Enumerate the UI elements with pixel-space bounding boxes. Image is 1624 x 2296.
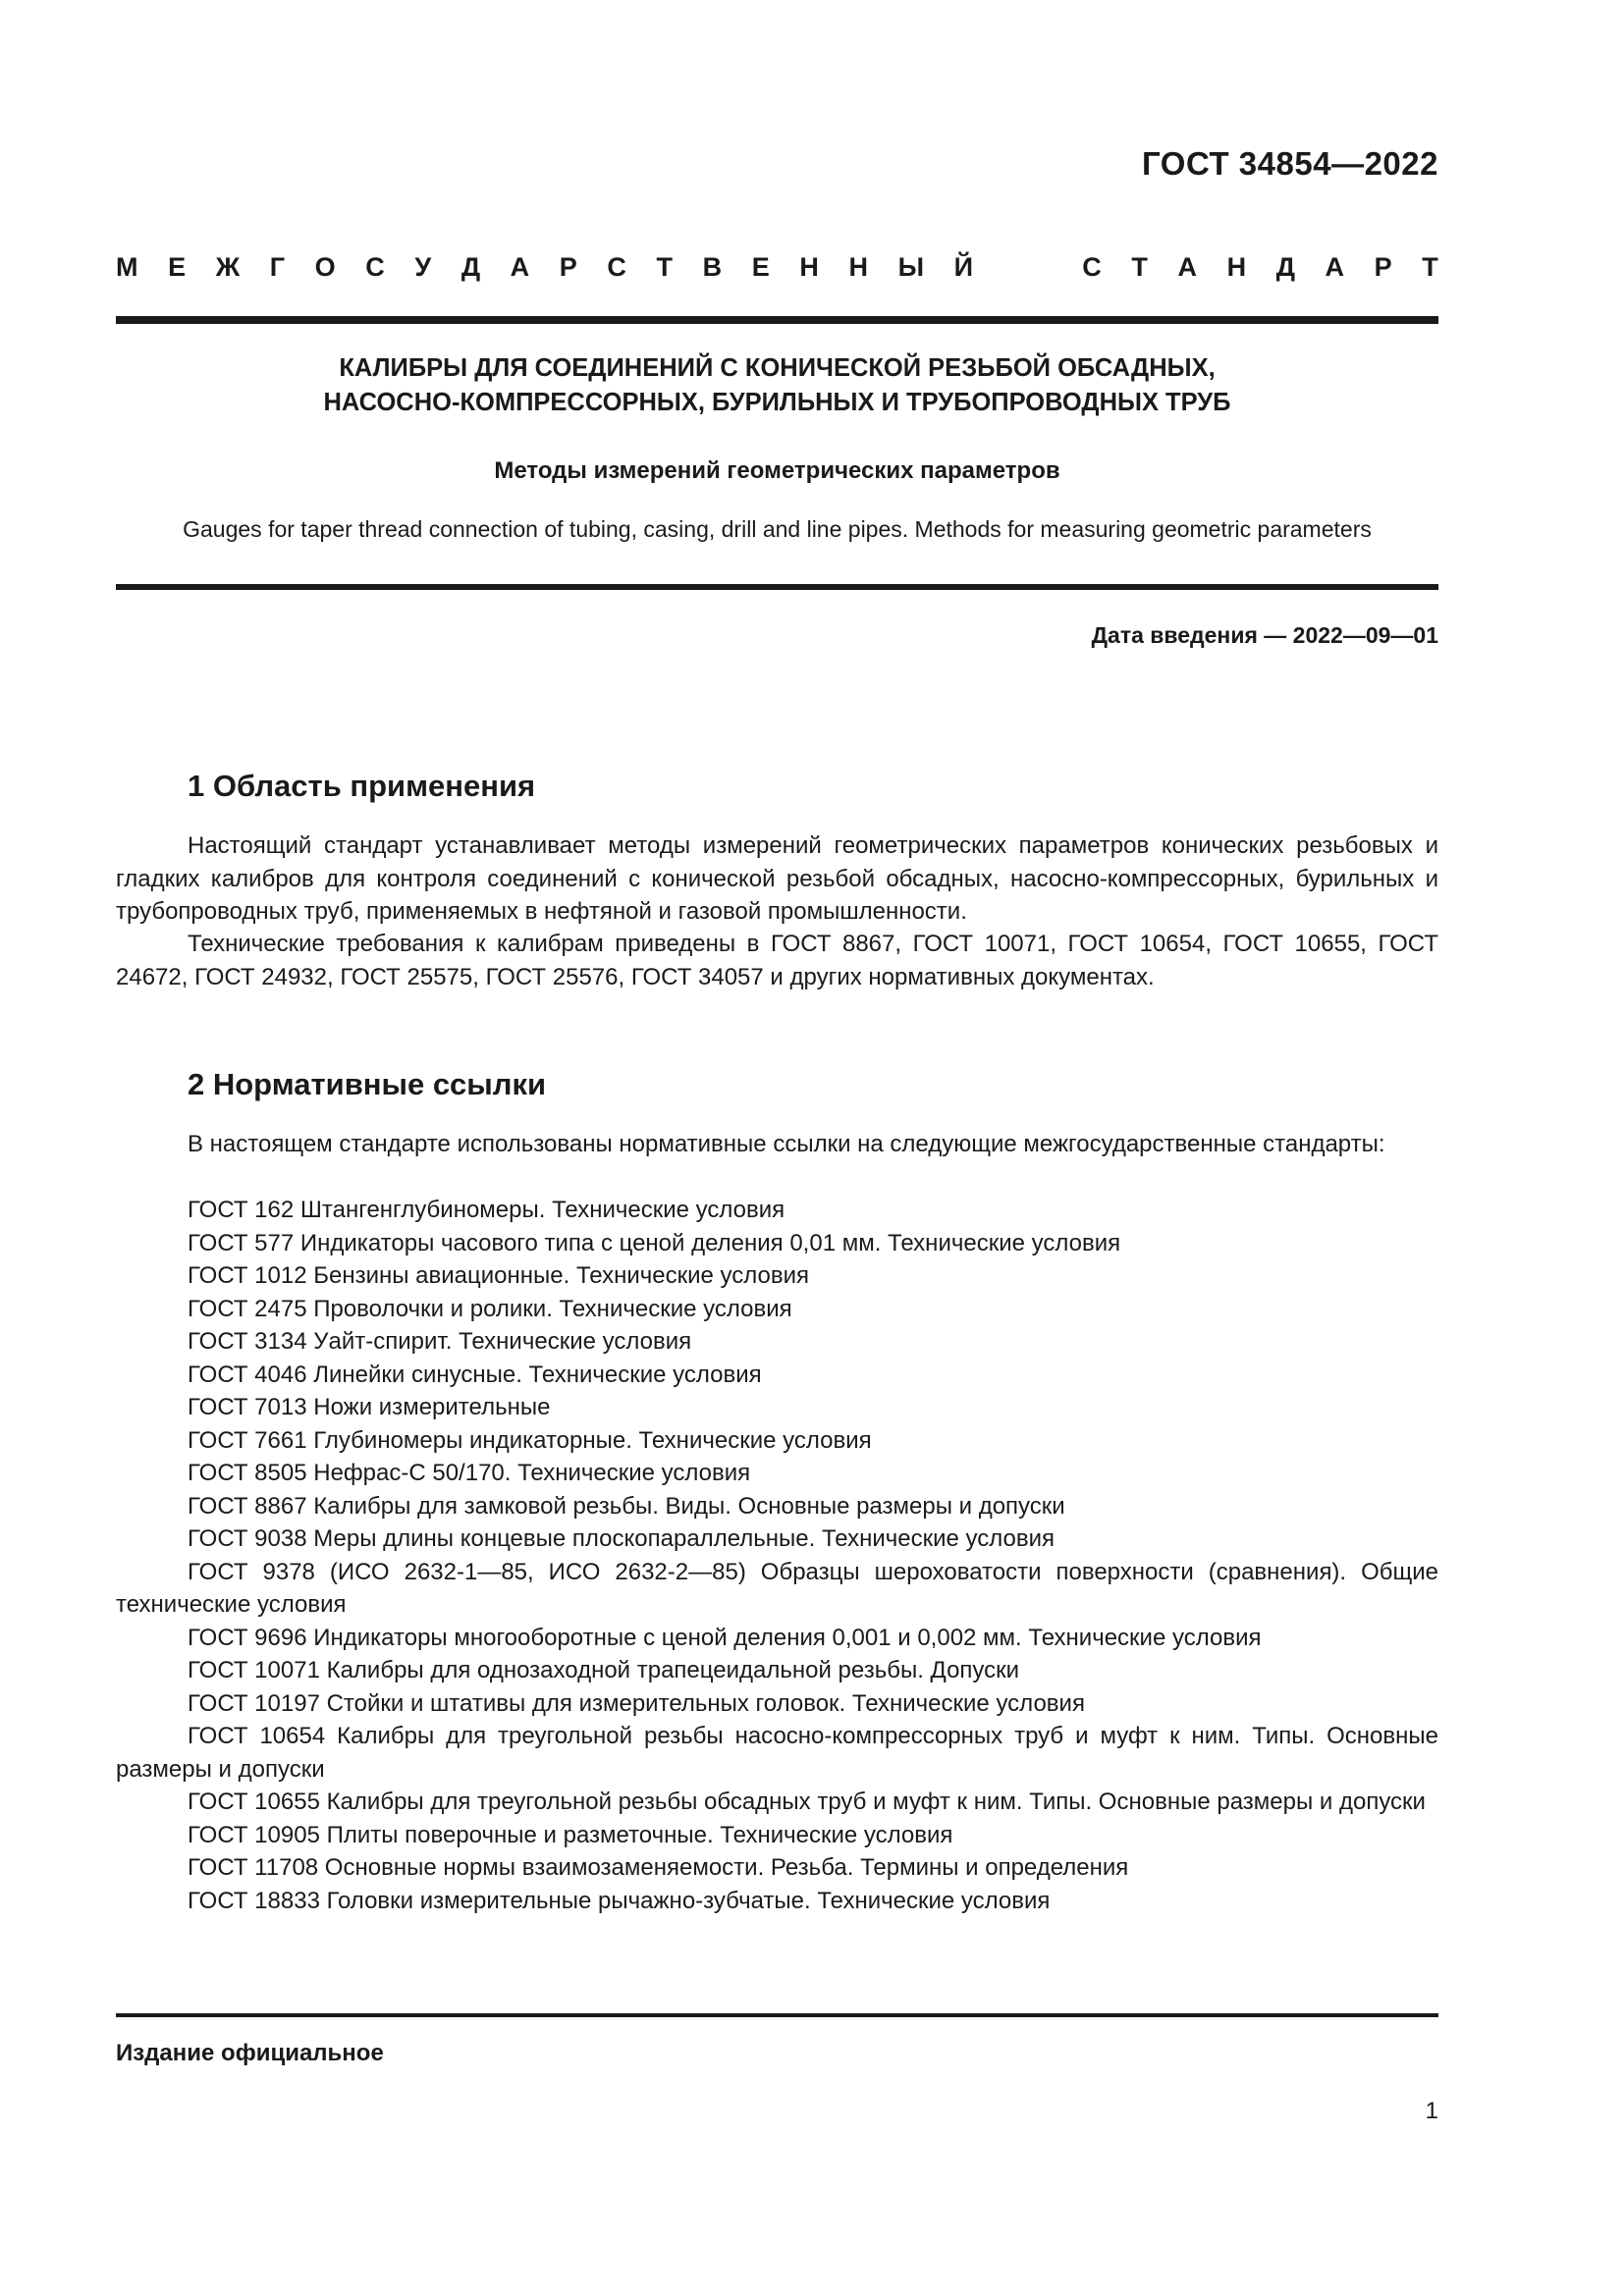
reference-item: ГОСТ 9696 Индикаторы многооборотные с ценой деления 0,001 и 0,002 мм. Технические условия (188, 1624, 1262, 1651)
standard-kind-letter: А (1325, 252, 1345, 282)
reference-item: ГОСТ 7013 Ножи измерительные (188, 1394, 551, 1420)
reference-item: ГОСТ 577 Индикаторы часового типа с ценой деления 0,01 мм. Технические условия (188, 1229, 1121, 1256)
reference-item: ГОСТ 4046 Линейки синусные. Технические условия (188, 1361, 762, 1388)
reference-item: ГОСТ 3134 Уайт-спирит. Технические условия (188, 1328, 692, 1355)
standard-kind (116, 252, 1438, 283)
english-title: Gauges for taper thread connection of tubing, casing, drill and line pipes. Methods for measuring geometric parameters (183, 516, 1372, 542)
section-2-heading: 2 Нормативные ссылки (188, 1067, 547, 1101)
references-list (116, 1194, 1438, 1917)
title-line-2: НАСОСНО-КОМПРЕССОРНЫХ, БУРИЛЬНЫХ И ТРУБОПРОВОДНЫХ ТРУБ (323, 389, 1231, 416)
standard-kind-letter: В (702, 252, 723, 282)
standard-kind-letter: У (414, 252, 432, 282)
official-edition-label: Издание официальное (116, 2040, 384, 2066)
reference-item: ГОСТ 9378 (ИСО 2632-1—85, ИСО 2632-2—85) Образцы шероховатости поверхности (сравнения). Общие технические условия (116, 1558, 1438, 1618)
reference-item: ГОСТ 162 Штангенглубиномеры. Технические условия (188, 1197, 785, 1223)
reference-item: ГОСТ 8505 Нефрас-С 50/170. Технические условия (188, 1460, 751, 1486)
reference-item: ГОСТ 1012 Бензины авиационные. Технические условия (188, 1262, 810, 1289)
document-subtitle: Методы измерений геометрических параметров (494, 457, 1060, 484)
document-title (116, 351, 1438, 420)
reference-item: ГОСТ 10197 Стойки и штативы для измерительных головок. Технические условия (188, 1689, 1085, 1717)
reference-item: ГОСТ 10655 Калибры для треугольной резьбы обсадных труб и муфт к ним. Типы. Основные размеры и допуски (188, 1789, 1426, 1815)
standard-kind-letter: Т (1422, 252, 1438, 282)
standard-kind-letter: О (314, 252, 336, 282)
standard-kind-letter: Т (1131, 252, 1148, 282)
section-1-heading: 1 Область применения (188, 769, 536, 803)
standard-kind-letter: С (365, 252, 385, 282)
reference-item: ГОСТ 2475 Проволочки и ролики. Технические условия (188, 1295, 792, 1322)
standard-kind-letter: Т (656, 252, 674, 282)
standard-kind-letter: Н (848, 252, 868, 282)
standard-kind-letter: Р (1374, 252, 1392, 282)
standard-kind-letter: С (1082, 252, 1102, 282)
standard-kind-letter: Д (1275, 252, 1295, 282)
standard-kind-letter: Й (953, 252, 974, 282)
word-gap (1003, 252, 1053, 283)
page-number: 1 (1425, 2098, 1438, 2124)
standard-kind-letter: А (1177, 252, 1197, 282)
standard-kind-letter: Н (1226, 252, 1247, 282)
reference-item: ГОСТ 8867 Калибры для замковой резьбы. Виды. Основные размеры и допуски (188, 1492, 1065, 1520)
reference-item: ГОСТ 9038 Меры длины концевые плоскопараллельные. Технические условия (188, 1525, 1056, 1552)
standard-kind-letter: Д (460, 252, 481, 282)
standard-kind-letter: Е (168, 252, 187, 282)
reference-item: ГОСТ 10654 Калибры для треугольной резьбы насосно-компрессорных труб и муфт к ним. Типы. Основные размеры и допуски (116, 1723, 1438, 1783)
standard-kind-letter: Е (751, 252, 770, 282)
reference-item: ГОСТ 18833 Головки измерительные рычажно-зубчатые. Технические условия (188, 1887, 1051, 1914)
standard-kind-letter: Ы (897, 252, 925, 282)
reference-item: ГОСТ 10905 Плиты поверочные и разметочные. Технические условия (188, 1821, 953, 1848)
standard-kind-letter: Г (269, 252, 286, 282)
section-1-paragraph-1: Настоящий стандарт устанавливает методы измерений геометрических параметров конических резьбовых и гладких калибров для контроля соединений с конической резьбой обсадных, насосно-компрессорных, бурильных и трубопроводных труб, применяемых в нефтяной и газовой промышленности. (116, 832, 1438, 925)
standard-kind-letter: М (116, 252, 138, 282)
top-rule (116, 316, 1438, 324)
standard-kind-letter: Н (799, 252, 819, 282)
title-line-1: КАЛИБРЫ ДЛЯ СОЕДИНЕНИЙ С КОНИЧЕСКОЙ РЕЗЬБОЙ ОБСАДНЫХ, (339, 354, 1216, 382)
reference-item: ГОСТ 11708 Основные нормы взаимозаменяемости. Резьба. Термины и определения (188, 1854, 1129, 1881)
title-rule (116, 584, 1438, 590)
section-2-intro: В настоящем стандарте использованы нормативные ссылки на следующие межгосударственные стандарты: (188, 1131, 1385, 1157)
standard-kind-letter: С (607, 252, 626, 282)
reference-item: ГОСТ 7661 Глубиномеры индикаторные. Технические условия (188, 1426, 872, 1454)
standard-kind-letter: Р (559, 252, 577, 282)
introduction-date: Дата введения — 2022—09—01 (1091, 622, 1438, 648)
standard-kind-letter: Ж (215, 252, 241, 282)
reference-item: ГОСТ 10071 Калибры для однозаходной трапецеидальной резьбы. Допуски (188, 1657, 1020, 1683)
footer-rule (116, 2013, 1438, 2017)
standard-kind-letter: А (510, 252, 530, 282)
document-code: ГОСТ 34854—2022 (1142, 145, 1438, 182)
section-1-paragraph-2: Технические требования к калибрам приведены в ГОСТ 8867, ГОСТ 10071, ГОСТ 10654, ГОСТ 10655, ГОСТ 24672, ГОСТ 24932, ГОСТ 25575, ГОСТ 25576, ГОСТ 34057 и других нормативных документах. (116, 931, 1438, 990)
